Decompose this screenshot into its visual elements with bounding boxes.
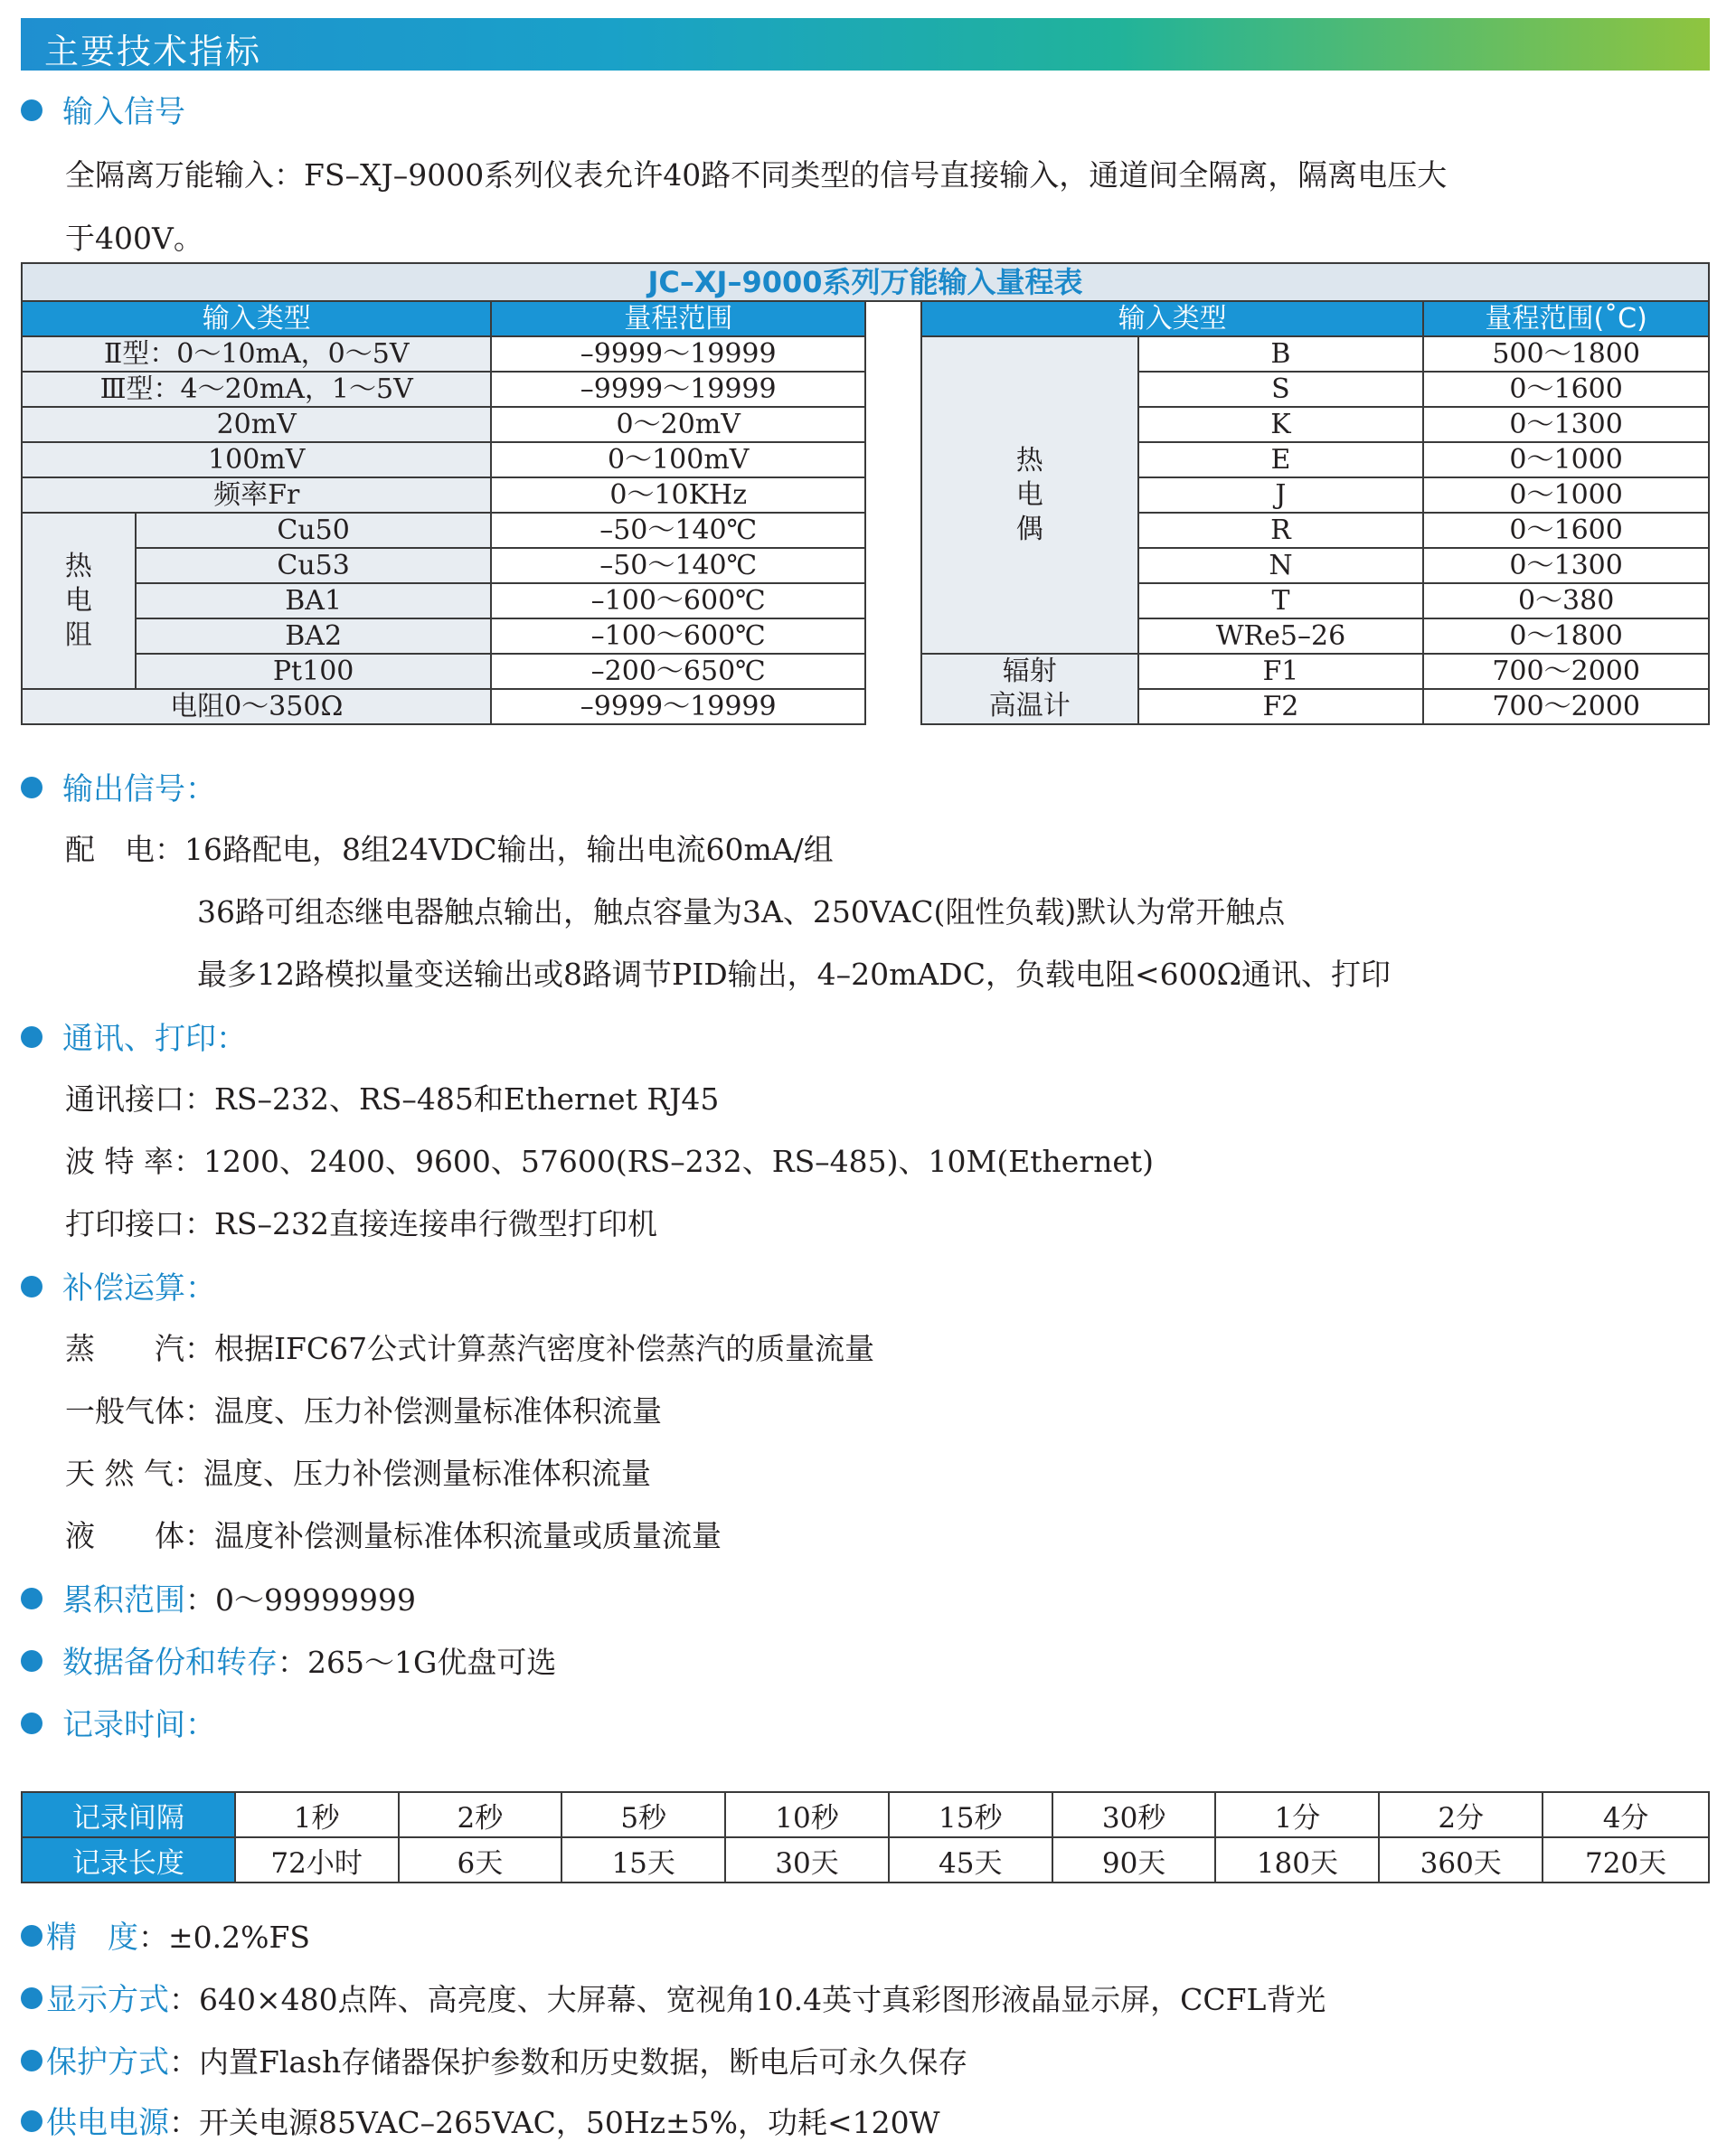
table-cell: 0～1000 — [1423, 442, 1709, 477]
table-cell: 5秒 — [561, 1792, 725, 1837]
bullet-icon — [21, 99, 42, 121]
row-label-length: 记录长度 — [22, 1837, 235, 1883]
table-cell: BA2 — [136, 618, 492, 654]
section-banner — [21, 18, 1710, 71]
table-cell: K — [1138, 407, 1424, 442]
bullet-icon — [21, 1026, 42, 1048]
input-description: 全隔离万能输入：FS–XJ–9000系列仪表允许40路不同类型的信号直接输入，通道间全隔离，隔离电压大 — [65, 157, 1448, 193]
compensation-line: 蒸 汽：根据IFC67公式计算蒸汽密度补偿蒸汽的质量流量 — [65, 1331, 875, 1366]
table-cell: 6天 — [399, 1837, 562, 1883]
table-cell: 10秒 — [725, 1792, 889, 1837]
table-cell: 频率Fr — [22, 477, 491, 513]
table-cell: –9999～19999 — [491, 336, 865, 372]
bullet-icon — [21, 1276, 42, 1297]
input-signal-heading: 输入信号 — [21, 87, 185, 131]
comm-heading: 通讯、打印： — [21, 1014, 247, 1058]
table-cell: Pt100 — [136, 654, 492, 689]
table-cell: 0～1300 — [1423, 548, 1709, 583]
col-header-range-right: 量程范围(˚C) — [1423, 301, 1709, 336]
table-cell: Cu53 — [136, 548, 492, 583]
table-cell: S — [1138, 372, 1424, 407]
table-cell: 700～2000 — [1423, 689, 1709, 724]
comm-line: 打印接口：RS–232直接连接串行微型打印机 — [65, 1206, 657, 1241]
table-cell: 72小时 — [235, 1837, 399, 1883]
table-cell: –100～600℃ — [491, 583, 865, 618]
bullet-icon — [21, 1987, 42, 2009]
page-title: 主要技术指标 — [44, 32, 262, 71]
table-cell: WRe5–26 — [1138, 618, 1424, 654]
table-cell: –50～140℃ — [491, 513, 865, 548]
table-cell: 30天 — [725, 1837, 889, 1883]
compensation-line: 一般气体：温度、压力补偿测量标准体积流量 — [65, 1393, 662, 1429]
table-cell: F1 — [1138, 654, 1424, 689]
table-cell: 20mV — [22, 407, 491, 442]
table-cell: 4分 — [1543, 1792, 1709, 1837]
table-cell: 180天 — [1215, 1837, 1379, 1883]
table-cell: Ⅲ型：4～20mA，1～5V — [22, 372, 491, 407]
table-cell: 15天 — [561, 1837, 725, 1883]
table-cell: 90天 — [1052, 1837, 1216, 1883]
display-heading: 显示方式：640×480点阵、高亮度、大屏幕、宽视角10.4英寸真彩图形液晶显示屏，CCFL背光 — [21, 1975, 1326, 2019]
precision-heading: 精 度：±0.2%FS — [21, 1912, 310, 1957]
table-cell: 0～1600 — [1423, 372, 1709, 407]
table-cell: 1秒 — [235, 1792, 399, 1837]
table-cell: –100～600℃ — [491, 618, 865, 654]
row-label-interval: 记录间隔 — [22, 1792, 235, 1837]
table-cell: B — [1138, 336, 1424, 372]
table-caption: JC–XJ–9000系列万能输入量程表 — [22, 263, 1709, 301]
accumulation-heading: 累积范围：0～99999999 — [21, 1575, 416, 1619]
output-line: 配 电：16路配电，8组24VDC输出，输出电流60mA/组 — [65, 832, 834, 867]
thermocouple-group: 热 电 偶 — [921, 336, 1138, 654]
table-cell: F2 — [1138, 689, 1424, 724]
table-cell: 2分 — [1379, 1792, 1543, 1837]
bullet-icon — [21, 2050, 42, 2071]
table-cell: 1分 — [1215, 1792, 1379, 1837]
table-cell: 电阻0～350Ω — [22, 689, 491, 724]
table-cell: 45天 — [889, 1837, 1052, 1883]
bullet-icon — [21, 1713, 42, 1734]
table-cell: –9999～19999 — [491, 372, 865, 407]
record-time-heading: 记录时间： — [21, 1700, 216, 1744]
table-cell: 100mV — [22, 442, 491, 477]
bullet-icon — [21, 777, 42, 798]
table-cell: J — [1138, 477, 1424, 513]
bullet-icon — [21, 2110, 42, 2132]
output-line: 最多12路模拟量变送输出或8路调节PID输出，4–20mADC，负载电阻<600Ω通讯、打印 — [197, 957, 1391, 992]
table-cell: BA1 — [136, 583, 492, 618]
col-header-type-right: 输入类型 — [921, 301, 1423, 336]
table-cell: 500～1800 — [1423, 336, 1709, 372]
table-cell: 0～1000 — [1423, 477, 1709, 513]
table-spacer — [865, 301, 921, 724]
compensation-line: 液 体：温度补偿测量标准体积流量或质量流量 — [65, 1518, 722, 1553]
compensation-heading: 补偿运算： — [21, 1263, 216, 1307]
table-cell: E — [1138, 442, 1424, 477]
table-cell: 720天 — [1543, 1837, 1709, 1883]
table-cell: –50～140℃ — [491, 548, 865, 583]
table-cell: T — [1138, 583, 1424, 618]
output-line: 36路可组态继电器触点输出，触点容量为3A、250VAC(阻性负载)默认为常开触点 — [197, 894, 1286, 929]
record-time-table — [21, 1791, 1710, 1883]
input-description-cont: 于400V。 — [65, 221, 203, 256]
table-cell: 360天 — [1379, 1837, 1543, 1883]
table-cell: R — [1138, 513, 1424, 548]
comm-line: 波 特 率：1200、2400、9600、57600(RS–232、RS–485)、10M(Ethernet) — [65, 1144, 1155, 1179]
table-cell: 0～1300 — [1423, 407, 1709, 442]
rtd-group: 热 电 阻 — [22, 513, 136, 689]
power-heading: 供电电源：开关电源85VAC–265VAC，50Hz±5%，功耗<120W — [21, 2098, 940, 2142]
compensation-line: 天 然 气：温度、压力补偿测量标准体积流量 — [65, 1456, 651, 1491]
input-range-table — [21, 262, 1710, 725]
table-cell: N — [1138, 548, 1424, 583]
table-cell: Ⅱ型：0～10mA，0～5V — [22, 336, 491, 372]
table-cell: 30秒 — [1052, 1792, 1216, 1837]
table-cell: 700～2000 — [1423, 654, 1709, 689]
table-cell: 0～1800 — [1423, 618, 1709, 654]
table-cell: 15秒 — [889, 1792, 1052, 1837]
table-cell: –200～650℃ — [491, 654, 865, 689]
bullet-icon — [21, 1588, 42, 1609]
protection-heading: 保护方式：内置Flash存储器保护参数和历史数据，断电后可永久保存 — [21, 2037, 967, 2081]
pyrometer-group: 辐射 高温计 — [921, 654, 1138, 724]
table-cell: Cu50 — [136, 513, 492, 548]
table-cell: 0～10KHz — [491, 477, 865, 513]
output-signal-heading: 输出信号： — [21, 764, 216, 808]
table-cell: 0～20mV — [491, 407, 865, 442]
comm-line: 通讯接口：RS–232、RS–485和Ethernet RJ45 — [65, 1081, 720, 1117]
table-cell: 0～100mV — [491, 442, 865, 477]
backup-heading: 数据备份和转存：265～1G优盘可选 — [21, 1637, 556, 1682]
bullet-icon — [21, 1925, 42, 1947]
col-header-range: 量程范围 — [491, 301, 865, 336]
col-header-type: 输入类型 — [22, 301, 491, 336]
table-cell: 0～380 — [1423, 583, 1709, 618]
table-cell: 0～1600 — [1423, 513, 1709, 548]
table-cell: 2秒 — [399, 1792, 562, 1837]
bullet-icon — [21, 1650, 42, 1672]
table-cell: –9999～19999 — [491, 689, 865, 724]
